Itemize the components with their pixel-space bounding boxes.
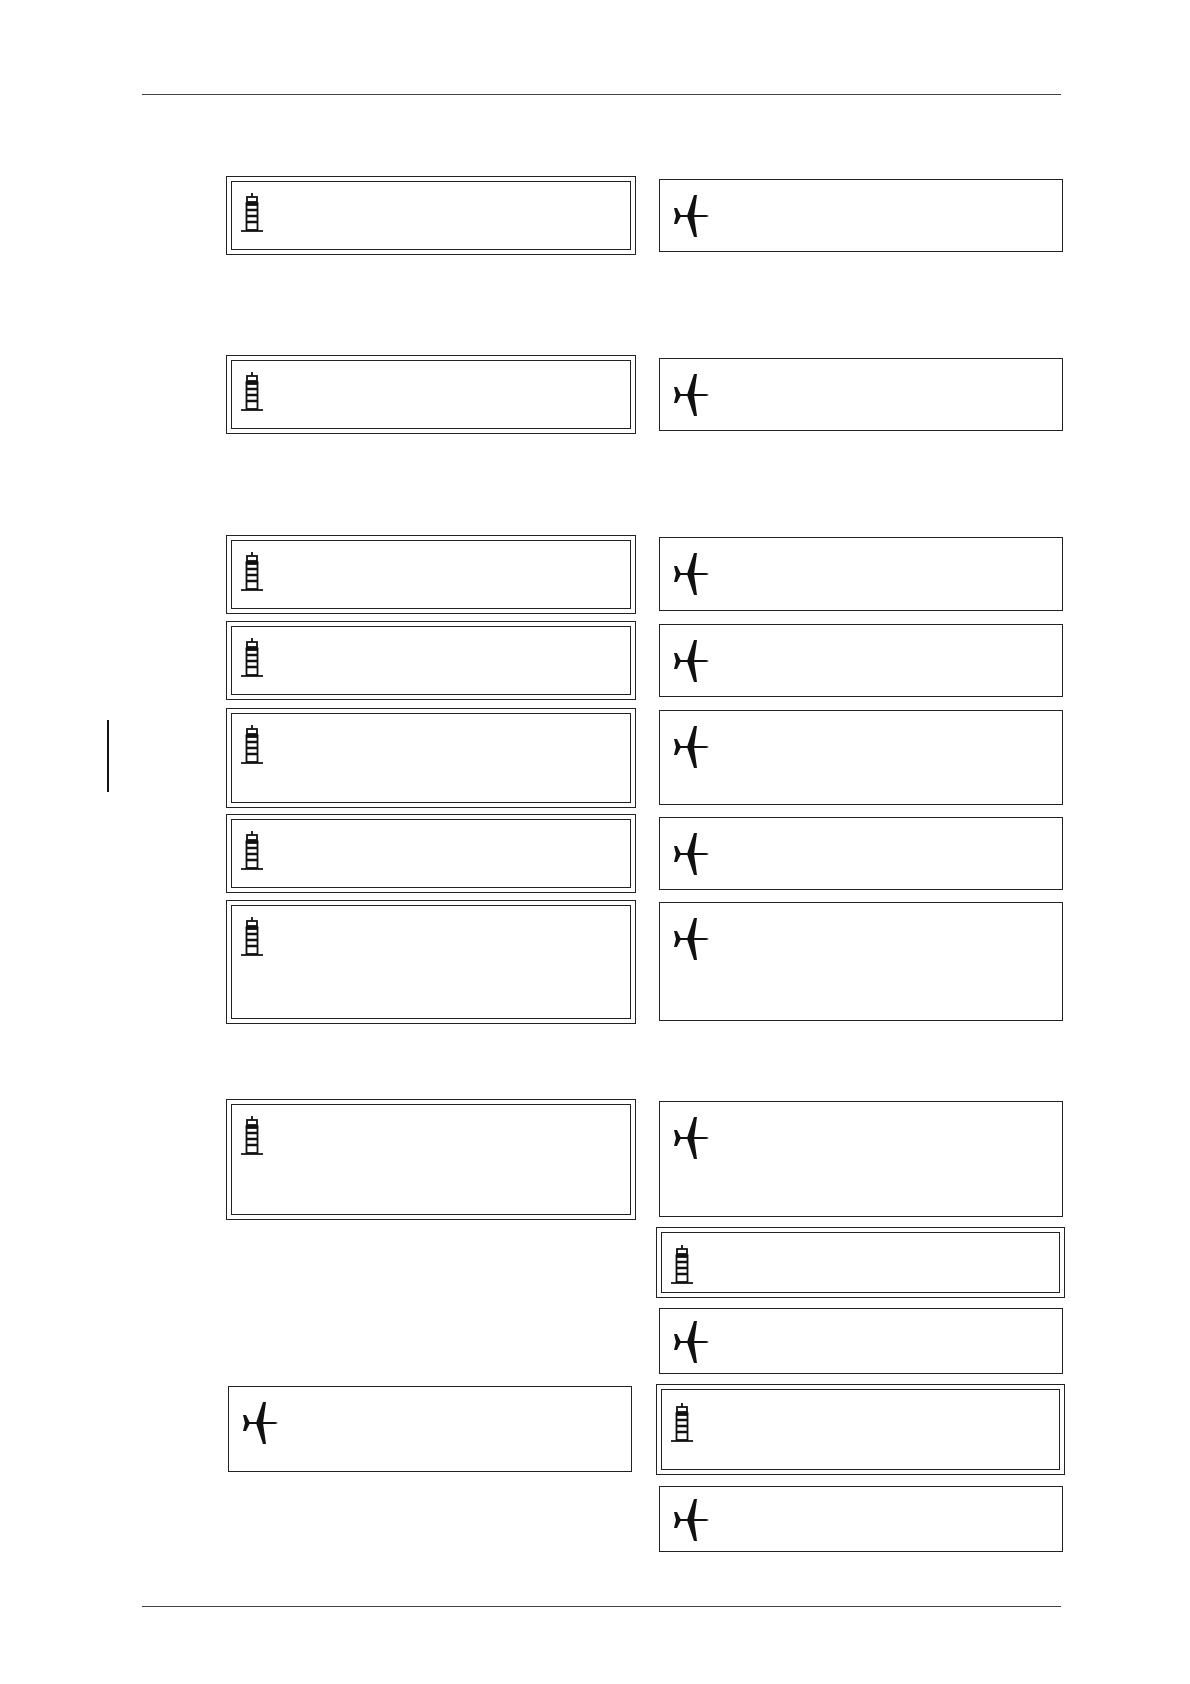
atc-message-box xyxy=(226,814,636,893)
atc-tower-icon xyxy=(241,552,263,592)
pilot-message-box xyxy=(659,902,1063,1021)
atc-tower-icon xyxy=(671,1245,693,1285)
airplane-icon xyxy=(674,916,712,962)
atc-tower-icon xyxy=(241,193,263,233)
pilot-message-box xyxy=(228,1386,632,1472)
airplane-icon xyxy=(674,1319,712,1365)
atc-message-box xyxy=(226,535,636,614)
pilot-message-box xyxy=(659,1486,1063,1552)
change-bar xyxy=(107,720,109,792)
atc-tower-icon xyxy=(241,831,263,871)
pilot-message-box xyxy=(659,179,1063,252)
atc-tower-icon xyxy=(241,917,263,957)
airplane-icon xyxy=(243,1400,281,1446)
atc-message-box xyxy=(226,176,636,255)
airplane-icon xyxy=(674,193,712,239)
airplane-icon xyxy=(674,1497,712,1543)
atc-message-box xyxy=(226,1099,636,1220)
pilot-message-box xyxy=(659,1101,1063,1217)
pilot-message-box xyxy=(659,358,1063,431)
footer-rule xyxy=(142,1606,1061,1607)
airplane-icon xyxy=(674,551,712,597)
atc-message-box xyxy=(226,355,636,434)
airplane-icon xyxy=(674,724,712,770)
atc-message-box xyxy=(656,1227,1065,1298)
pilot-message-box xyxy=(659,710,1063,805)
header-rule xyxy=(142,94,1061,95)
airplane-icon xyxy=(674,1115,712,1161)
pilot-message-box xyxy=(659,537,1063,611)
atc-message-box xyxy=(226,708,636,808)
pilot-message-box xyxy=(659,1308,1063,1374)
atc-message-box xyxy=(226,900,636,1024)
airplane-icon xyxy=(674,638,712,684)
atc-tower-icon xyxy=(241,638,263,678)
pilot-message-box xyxy=(659,624,1063,697)
atc-tower-icon xyxy=(241,372,263,412)
atc-message-box xyxy=(656,1384,1065,1475)
atc-tower-icon xyxy=(241,1116,263,1156)
atc-message-box xyxy=(226,621,636,700)
atc-tower-icon xyxy=(241,725,263,765)
pilot-message-box xyxy=(659,817,1063,890)
airplane-icon xyxy=(674,831,712,877)
airplane-icon xyxy=(674,372,712,418)
atc-tower-icon xyxy=(671,1403,693,1443)
